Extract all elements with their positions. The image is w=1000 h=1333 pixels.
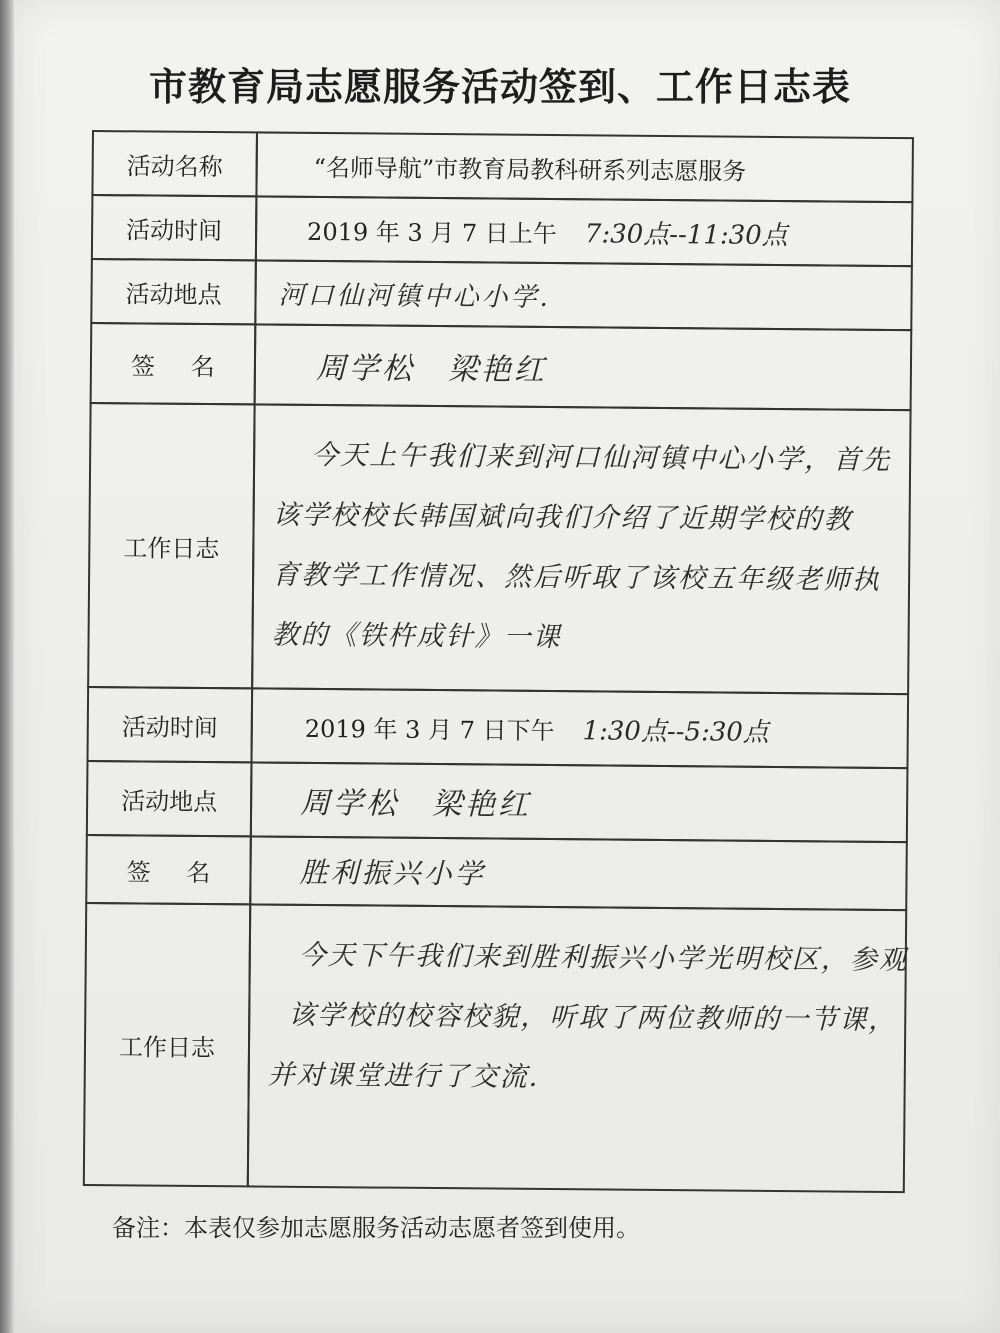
morning-date: 2019 年 3 月 7 日上午 — [307, 217, 558, 248]
label-afternoon-time: 活动时间 — [86, 686, 253, 763]
value-morning-time — [255, 195, 914, 267]
afternoon-hours: 1:30点--5:30点 — [582, 715, 770, 748]
volunteer-form-table — [84, 130, 914, 1093]
page-edge-shadow — [0, 0, 14, 1333]
afternoon-log-line: 今天下午我们来到胜利振兴小学光明校区，参观 — [298, 939, 908, 977]
afternoon-log-line: 该学校的校容校貌，听取了两位教师的一节课， — [288, 999, 898, 1037]
label-activity-name: 活动名称 — [91, 130, 258, 197]
value-morning-log — [251, 403, 911, 695]
form-title: 市教育局志愿服务活动签到、工作日志表 — [148, 65, 851, 109]
morning-log-line: 今天上午我们来到河口仙河镇中心小学，首先 — [311, 439, 892, 476]
morning-hours: 7:30点--11:30点 — [584, 218, 788, 251]
label-afternoon-sign: 签 名 — [85, 834, 252, 905]
afternoon-log-line: 并对课堂进行了交流. — [267, 1059, 540, 1093]
value-afternoon-place: 周学松 梁艳红 — [250, 761, 909, 843]
label-morning-sign: 签 名 — [90, 322, 257, 405]
label-morning-time: 活动时间 — [91, 194, 258, 261]
morning-log-line: 育教学工作情况、然后听取了该校五年级老师执 — [271, 559, 882, 596]
footer-note: 备注：本表仅参加志愿服务活动志愿者签到使用。 — [112, 1214, 640, 1242]
value-afternoon-sign: 胜利振兴小学 — [249, 835, 908, 911]
morning-log-line: 教的《铁杵成针》一课 — [271, 619, 562, 654]
morning-log-line: 该学校校长韩国斌向我们介绍了近期学校的教 — [272, 499, 853, 536]
value-activity-name: “名师导航”市教育局教科研系列志愿服务 — [255, 131, 914, 203]
value-afternoon-log — [247, 903, 907, 1193]
label-afternoon-place: 活动地点 — [86, 760, 253, 837]
value-afternoon-time — [250, 687, 909, 769]
label-afternoon-log: 工作日志 — [83, 902, 251, 1187]
label-morning-place: 活动地点 — [90, 258, 257, 325]
label-morning-log: 工作日志 — [87, 402, 255, 689]
value-morning-place: 河口仙河镇中心小学. — [254, 259, 913, 331]
afternoon-date: 2019 年 3 月 7 日下午 — [304, 714, 555, 745]
value-morning-sign: 周学松 梁艳红 — [254, 323, 913, 411]
